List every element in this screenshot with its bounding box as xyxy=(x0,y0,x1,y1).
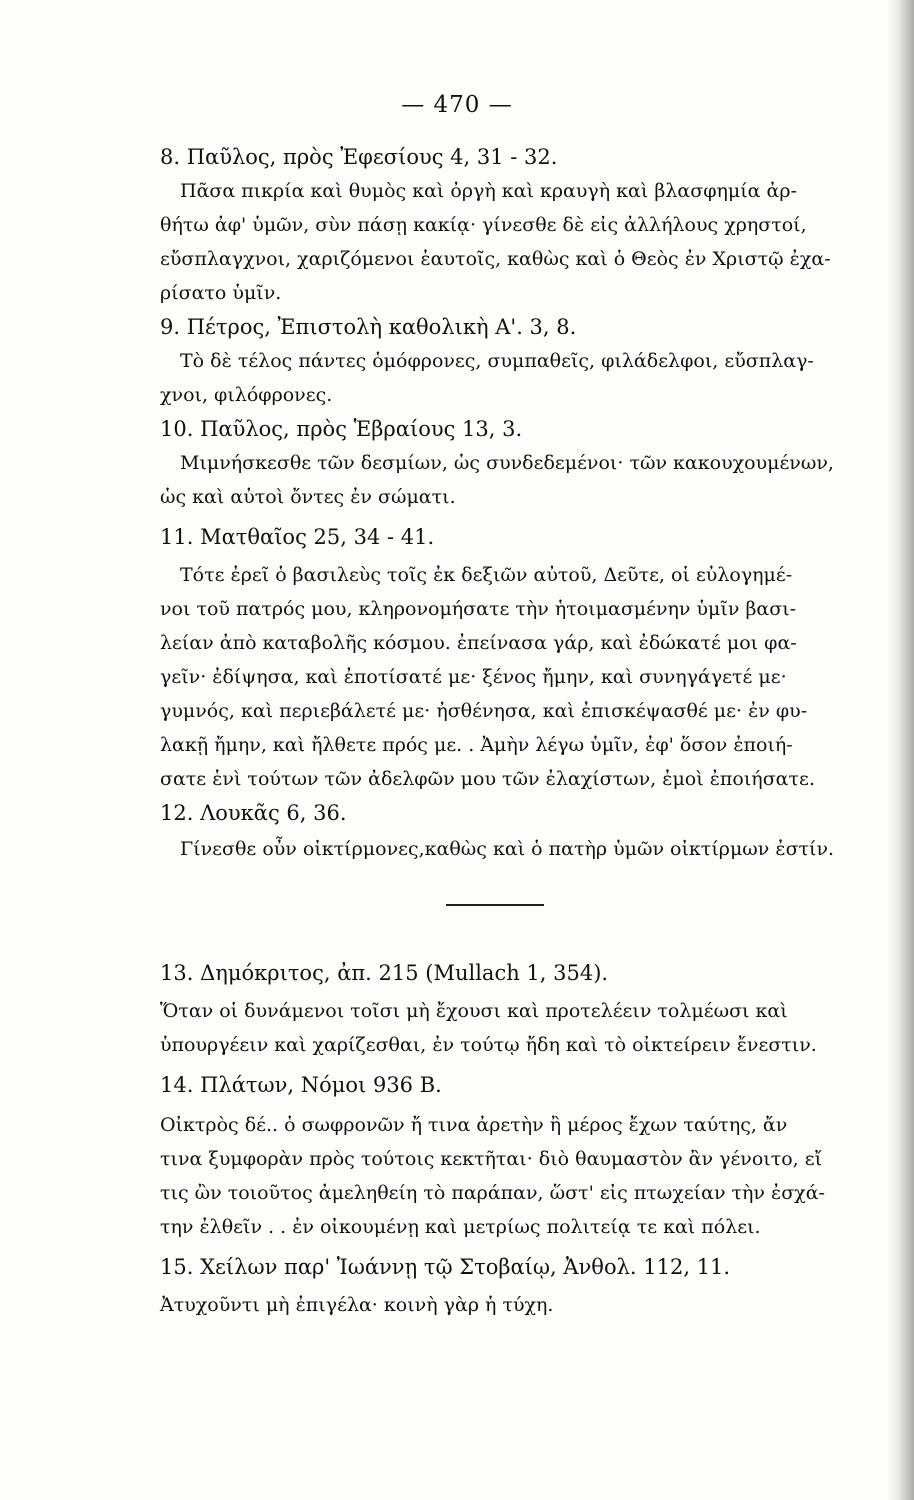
text-line: νοι τοῦ πατρός μου, κληρονομήσατε τὴν ἡτοιμασμένην ὑμῖν βασι- xyxy=(160,598,797,620)
text-line: γεῖν· ἐδίψησα, καὶ ἐποτίσατέ με· ξένος ἤμην, καὶ συνηγάγετέ με· xyxy=(160,666,787,688)
section-heading: 9. Πέτρος, Ἐπιστολὴ καθολικὴ Α'. 3, 8. xyxy=(160,315,577,339)
text-line: την ἐλθεῖν . . ἐν οἰκουμένῃ καὶ μετρίως πολιτείᾳ τε καὶ πόλει. xyxy=(160,1216,761,1238)
text-line: ρίσατο ὑμῖν. xyxy=(160,282,282,304)
section-heading: 12. Λουκᾶς 6, 36. xyxy=(160,801,347,825)
section-heading: 10. Παῦλος, πρὸς Ἑβραίους 13, 3. xyxy=(160,417,523,441)
text-line: Τὸ δὲ τέλος πάντες ὁμόφρονες, συμπαθεῖς, φιλάδελφοι, εὔσπλαγ- xyxy=(180,350,814,372)
text-line: Μιμνήσκεσθε τῶν δεσμίων, ὡς συνδεδεμένοι· τῶν κακουχουμένων, xyxy=(180,452,834,474)
text-line: λακῇ ἤμην, καὶ ἤλθετε πρός με. . Ἀμὴν λέγω ὑμῖν, ἐφ' ὅσον ἐποιή- xyxy=(160,734,793,756)
text-line: Ἀτυχοῦντι μὴ ἐπιγέλα· κοινὴ γὰρ ἡ τύχη. xyxy=(160,1294,554,1316)
text-line: θήτω ἀφ' ὑμῶν, σὺν πάσῃ κακίᾳ· γίνεσθε δὲ εἰς ἀλλήλους χρηστοί, xyxy=(160,214,807,236)
text-line: Ὅταν οἱ δυνάμενοι τοῖσι μὴ ἔχουσι καὶ προτελέειν τολμέωσι καὶ xyxy=(160,1000,788,1022)
section-heading: 8. Παῦλος, πρὸς Ἐφεσίους 4, 31 - 32. xyxy=(160,145,558,169)
text-line: Οἰκτρὸς δέ.. ὁ σωφρονῶν ἤ τινα ἀρετὴν ἢ μέρος ἔχων ταύτης, ἄν xyxy=(160,1114,788,1136)
text-line: γυμνός, καὶ περιεβάλετέ με· ἠσθένησα, καὶ ἐπισκέψασθέ με· ἐν φυ- xyxy=(160,700,808,722)
section-heading: 13. Δημόκριτος, ἀπ. 215 (Mullach 1, 354). xyxy=(160,961,609,985)
text-line: Τότε ἐρεῖ ὁ βασιλεὺς τοῖς ἐκ δεξιῶν αὐτοῦ, Δεῦτε, οἱ εὐλογημέ- xyxy=(180,564,793,586)
text-line: Πᾶσα πικρία καὶ θυμὸς καὶ ὀργὴ καὶ κραυγὴ καὶ βλασφημία ἀρ- xyxy=(180,180,797,202)
text-line: τις ὢν τοιοῦτος ἀμεληθείη τὸ παράπαν, ὥστ' εἰς πτωχείαν τὴν ἐσχά- xyxy=(160,1182,825,1204)
text-line: ὡς καὶ αὐτοὶ ὄντες ἐν σώματι. xyxy=(160,486,456,508)
text-line: Γίνεσθε οὖν οἰκτίρμονες,καθὼς καὶ ὁ πατὴρ ὑμῶν οἰκτίρμων ἐστίν. xyxy=(180,838,835,860)
page-number: — 470 — xyxy=(401,92,513,118)
text-line: ὑπουργέειν καὶ χαρίζεσθαι, ἐν τούτῳ ἤδη καὶ τὸ οἰκτείρειν ἔνεστιν. xyxy=(160,1034,817,1056)
section-heading: 11. Ματθαῖος 25, 34 - 41. xyxy=(160,525,435,549)
text-line: τινα ξυμφορὰν πρὸς τούτοις κεκτῆται· διὸ θαυμαστὸν ἂν γένοιτο, εἴ xyxy=(160,1148,823,1170)
text-line: λείαν ἀπὸ καταβολῆς κόσμου. ἐπείνασα γάρ, καὶ ἐδώκατέ μοι φα- xyxy=(160,632,797,654)
section-divider xyxy=(446,904,544,906)
section-heading: 15. Χείλων παρ' Ἰωάννῃ τῷ Στοβαίῳ, Ἀνθολ. 112, 11. xyxy=(160,1255,731,1279)
text-line: χνοι, φιλόφρονες. xyxy=(160,384,333,406)
text-line: σατε ἑνὶ τούτων τῶν ἀδελφῶν μου τῶν ἐλαχίστων, ἐμοὶ ἐποιήσατε. xyxy=(160,768,815,790)
text-line: εὔσπλαγχνοι, χαριζόμενοι ἑαυτοῖς, καθὼς καὶ ὁ Θεὸς ἐν Χριστῷ ἐχα- xyxy=(160,248,831,270)
page-edge-shadow xyxy=(888,0,914,1500)
section-heading: 14. Πλάτων, Νόμοι 936 Β. xyxy=(160,1073,442,1097)
